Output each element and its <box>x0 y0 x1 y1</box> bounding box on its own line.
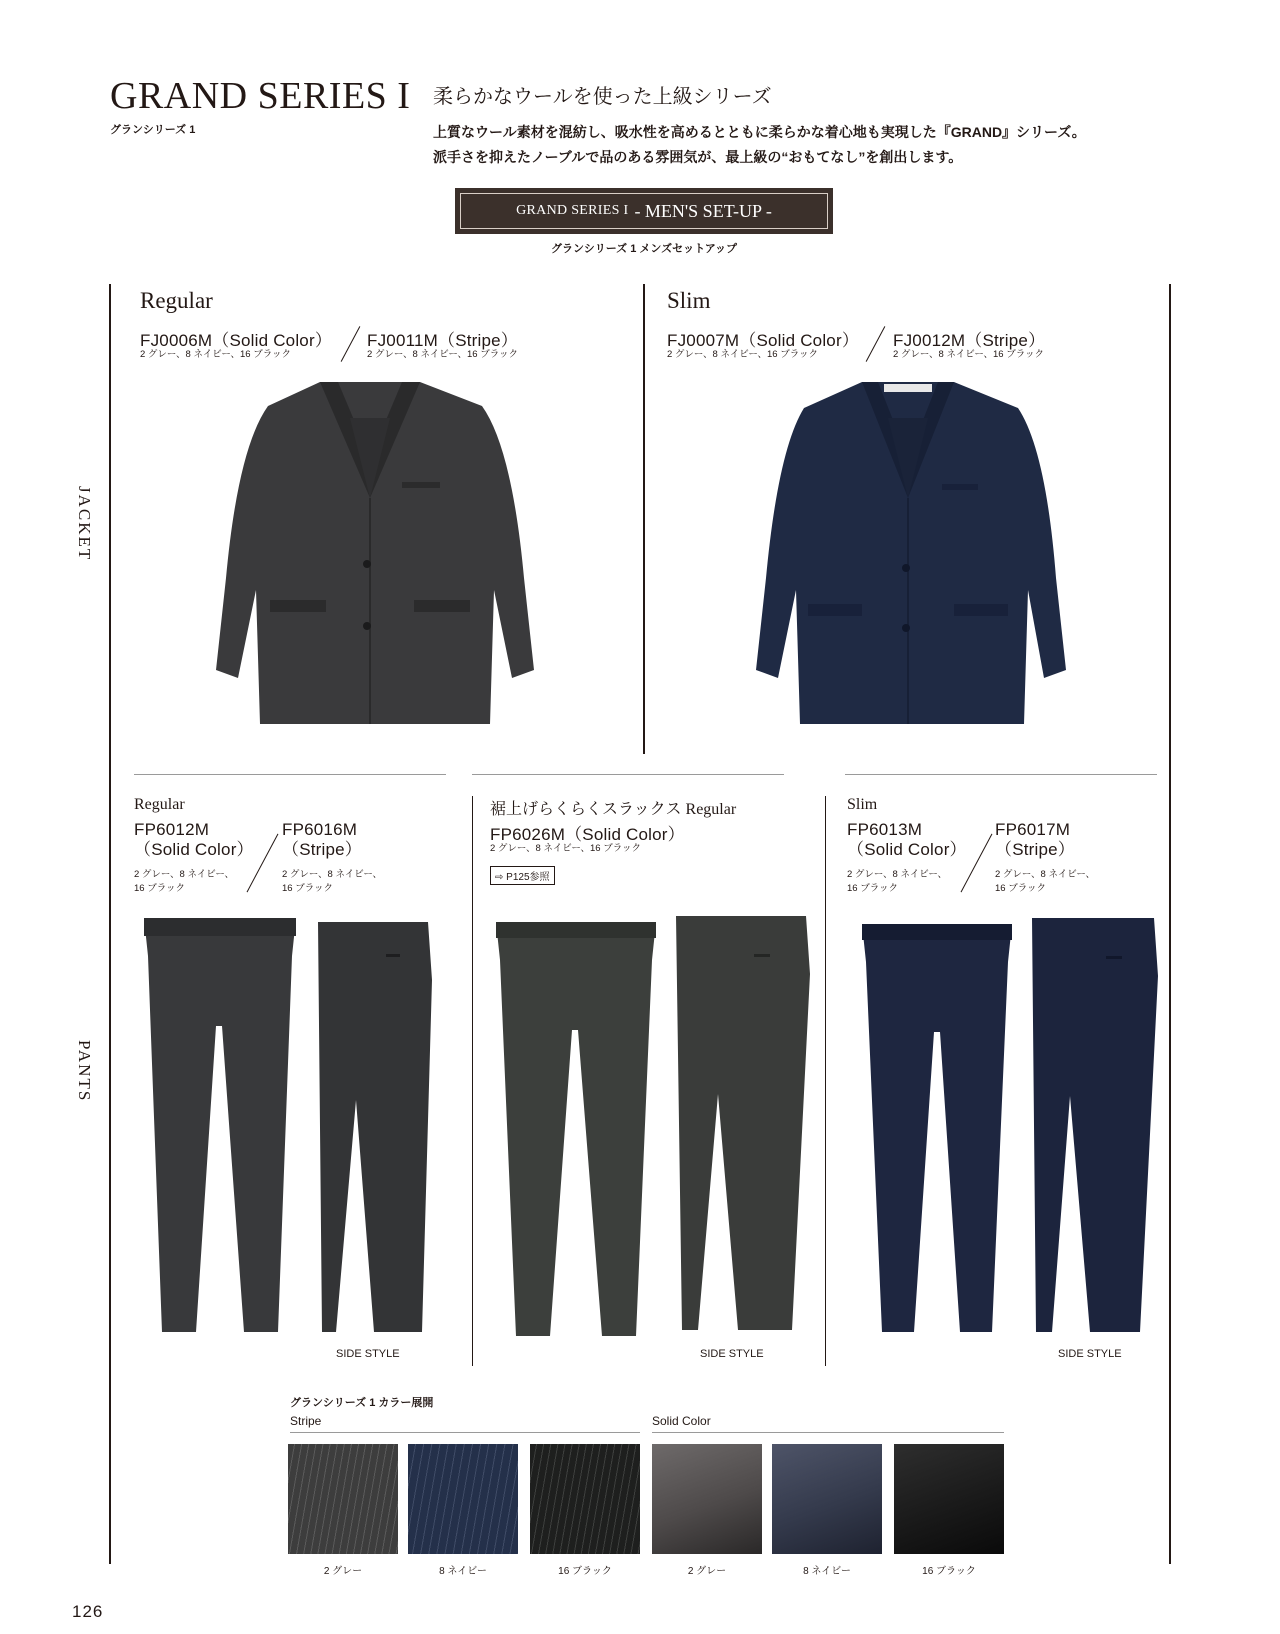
swatch-label: 2 グレー <box>323 1566 363 1577</box>
jacket-regular-code-1: FJ0006M（Solid Color） <box>140 331 333 350</box>
code-line: （Solid Color） <box>847 840 967 859</box>
banner-setup: - MEN'S SET-UP - <box>634 200 772 221</box>
pants-rule-right <box>845 774 1157 775</box>
jacket-slim-colors-2: 2 グレー、8 ネイビー、16 ブラック <box>893 349 1045 360</box>
side-style-label: SIDE STYLE <box>336 1348 400 1360</box>
swatch-label: 2 グレー <box>687 1566 727 1577</box>
description-line: 上質なウール素材を混紡し、吸水性を高めるとともに柔らかな着心地も実現した『GRAND』シリーズ。 <box>433 124 1086 140</box>
swatch-solid-gray <box>652 1444 762 1554</box>
jacket-regular-colors-2: 2 グレー、8 ネイビー、16 ブラック <box>367 349 519 360</box>
pants-rule-mid <box>472 774 784 775</box>
code-line: FP6016M <box>282 820 358 839</box>
swatch-label: 16 ブラック <box>558 1566 612 1577</box>
colors-line: 2 グレー、8 ネイビー、 <box>995 869 1096 880</box>
swatch-stripe-navy <box>408 1444 518 1554</box>
banner-subtitle: グランシリーズ 1 メンズセットアップ <box>551 243 737 255</box>
swatch-label: 8 ネイビー <box>803 1566 851 1577</box>
swatch-heading: グランシリーズ 1 カラー展開 <box>290 1397 434 1409</box>
colors-line: 16 ブラック <box>282 883 334 894</box>
colors-line: 2 グレー、8 ネイビー、 <box>282 869 383 880</box>
colors-line: 16 ブラック <box>995 883 1047 894</box>
pants-easy-front-image <box>492 920 660 1340</box>
side-style-label: SIDE STYLE <box>700 1348 764 1360</box>
pants-slim-colors-1 <box>847 868 947 896</box>
side-label-jacket: JACKET <box>75 486 94 562</box>
swatch-category-stripe: Stripe <box>290 1414 322 1428</box>
side-style-label: SIDE STYLE <box>1058 1348 1122 1360</box>
left-rule <box>109 284 111 1564</box>
pants-divider-2 <box>825 796 826 1366</box>
swatch-stripe-black <box>530 1444 640 1554</box>
pants-slim-code-1 <box>847 820 967 860</box>
jacket-slim-code-1: FJ0007M（Solid Color） <box>667 331 860 350</box>
code-line: （Stripe） <box>282 840 363 859</box>
pants-regular-code-1 <box>134 820 254 860</box>
pants-rule-left <box>134 774 446 775</box>
pants-regular-colors-1 <box>134 868 234 896</box>
right-rule <box>1169 284 1171 1564</box>
pants-easy-code: FP6026M（Solid Color） <box>490 825 685 844</box>
jacket-regular-code-2: FJ0011M（Stripe） <box>367 331 519 350</box>
pants-easy-side-image <box>674 914 814 1334</box>
pants-regular-colors-2 <box>282 868 382 896</box>
page-number: 126 <box>72 1602 104 1621</box>
jacket-regular-colors-1: 2 グレー、8 ネイビー、16 ブラック <box>140 349 292 360</box>
jacket-slim-colors-1: 2 グレー、8 ネイビー、16 ブラック <box>667 349 819 360</box>
description-line: 派手さを抑えたノーブルで品のある雰囲気が、最上級の“おもてなし”を創出します。 <box>433 149 963 165</box>
swatch-solid-navy <box>772 1444 882 1554</box>
pants-easy-colors: 2 グレー、8 ネイビー、16 ブラック <box>490 843 642 854</box>
code-line: （Solid Color） <box>134 840 254 859</box>
separator-slash <box>341 326 361 362</box>
jacket-slim-heading: Slim <box>667 288 711 313</box>
swatch-stripe-gray <box>288 1444 398 1554</box>
pants-slim-side-image <box>1030 916 1160 1336</box>
side-label-pants: PANTS <box>75 1040 94 1103</box>
colors-line: 2 グレー、8 ネイビー、 <box>134 869 235 880</box>
jacket-slim-code-2: FJ0012M（Stripe） <box>893 331 1046 350</box>
pants-slim-front-image <box>858 922 1016 1336</box>
jacket-regular-heading: Regular <box>140 288 213 313</box>
banner-series: GRAND SERIES I <box>516 203 629 218</box>
swatch-rule-solid <box>652 1432 1004 1433</box>
colors-line: 16 ブラック <box>134 883 186 894</box>
swatch-label: 8 ネイビー <box>439 1566 487 1577</box>
jacket-slim-image <box>728 378 1088 738</box>
reference-link[interactable]: ⇨ P125参照 <box>490 866 555 885</box>
description <box>433 120 1086 170</box>
pants-regular-front-image <box>140 916 300 1336</box>
tagline: 柔らかなウールを使った上級シリーズ <box>433 86 772 108</box>
swatch-rule-stripe <box>290 1432 640 1433</box>
page-title: GRAND SERIES I <box>110 75 411 117</box>
code-line: （Stripe） <box>995 840 1076 859</box>
pants-easy-heading: 裾上げらくらくスラックス Regular <box>490 801 737 818</box>
code-line: FP6012M <box>134 820 210 839</box>
swatch-solid-black <box>894 1444 1004 1554</box>
pants-regular-heading: Regular <box>134 796 185 813</box>
jacket-regular-image <box>190 378 550 738</box>
pants-regular-side-image <box>316 920 436 1336</box>
colors-line: 16 ブラック <box>847 883 899 894</box>
separator-slash <box>866 326 886 362</box>
pants-regular-code-2 <box>282 820 362 860</box>
pants-slim-colors-2 <box>995 868 1095 896</box>
jacket-divider <box>643 284 645 754</box>
section-banner <box>456 189 832 233</box>
pants-divider-1 <box>472 796 473 1366</box>
swatch-category-solid: Solid Color <box>652 1414 711 1428</box>
colors-line: 2 グレー、8 ネイビー、 <box>847 869 948 880</box>
swatch-label: 16 ブラック <box>922 1566 976 1577</box>
pants-slim-heading: Slim <box>847 796 878 813</box>
code-line: FP6017M <box>995 820 1071 839</box>
pants-slim-code-2 <box>995 820 1075 860</box>
page-title-ja: グランシリーズ 1 <box>110 124 196 136</box>
code-line: FP6013M <box>847 820 923 839</box>
